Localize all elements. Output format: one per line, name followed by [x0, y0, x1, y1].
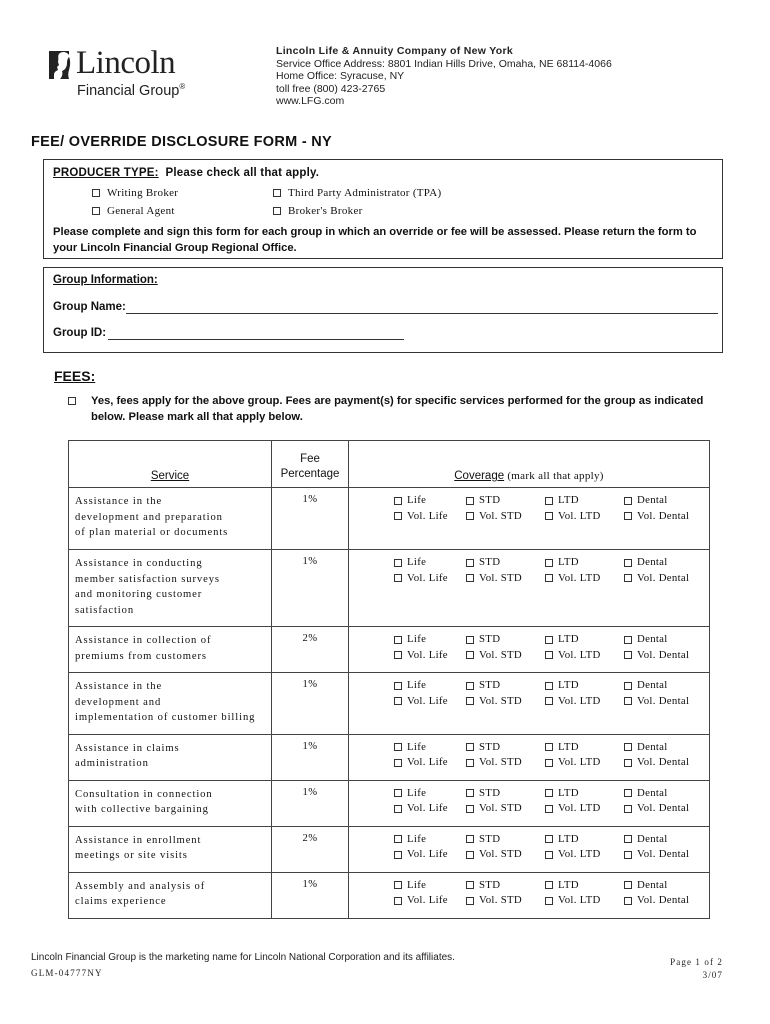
coverage-option-label: Vol. Dental — [637, 894, 690, 906]
coverage-option[interactable] — [624, 648, 704, 664]
coverage-checkbox[interactable] — [466, 697, 474, 705]
coverage-option[interactable] — [466, 493, 545, 509]
footer-marketing-text: Lincoln Financial Group is the marketing name for Lincoln National Corporation and its affiliates. — [31, 952, 455, 963]
coverage-checkbox[interactable] — [545, 559, 553, 567]
coverage-option-label: Life — [407, 832, 427, 845]
general-agent-checkbox[interactable] — [92, 207, 100, 215]
coverage-option[interactable] — [624, 878, 704, 894]
coverage-option-label: Dental — [637, 633, 668, 645]
coverage-checkbox[interactable] — [394, 682, 402, 690]
coverage-option[interactable] — [545, 694, 624, 710]
service-line: of plan material or documents — [75, 527, 229, 538]
page-info — [670, 956, 723, 982]
coverage-checkbox[interactable] — [545, 651, 553, 659]
coverage-checkbox[interactable] — [394, 559, 402, 567]
form-code: GLM-04777NY — [31, 968, 103, 978]
coverage-checkbox[interactable] — [624, 497, 632, 505]
home-office: Home Office: Syracuse, NY — [276, 70, 405, 83]
coverage-option-label: LTD — [558, 633, 579, 645]
coverage-checkbox[interactable] — [624, 805, 632, 813]
coverage-option-label: Life — [407, 786, 427, 799]
coverage-checkbox[interactable] — [466, 512, 474, 520]
coverage-option[interactable] — [466, 755, 545, 771]
coverage-option-label: STD — [479, 556, 501, 568]
coverage-checkbox[interactable] — [624, 697, 632, 705]
coverage-option[interactable] — [545, 893, 624, 909]
table-row — [69, 826, 710, 872]
coverage-checkbox[interactable] — [466, 559, 474, 567]
coverage-checkbox[interactable] — [394, 881, 402, 889]
fee-table-body — [69, 488, 710, 919]
service-cell — [69, 826, 272, 872]
table-row — [69, 627, 710, 673]
group-id-field[interactable] — [108, 339, 404, 340]
service-line: satisfaction — [75, 604, 135, 616]
coverage-option[interactable] — [394, 509, 466, 525]
coverage-checkbox[interactable] — [545, 835, 553, 843]
coverage-option[interactable] — [545, 801, 624, 817]
coverage-checkbox[interactable] — [545, 881, 553, 889]
revision-date: 3/07 — [702, 970, 723, 980]
table-row — [69, 872, 710, 918]
coverage-option-label: LTD — [558, 786, 579, 799]
group-info-heading: Group Information: — [53, 274, 158, 286]
coverage-option[interactable] — [545, 493, 624, 509]
coverage-option[interactable] — [466, 740, 545, 756]
coverage-option[interactable] — [466, 694, 545, 710]
coverage-option-label: Vol. STD — [479, 894, 522, 906]
coverage-option[interactable] — [394, 801, 466, 817]
group-id-label: Group ID: — [53, 327, 107, 339]
form-title: FEE/ OVERRIDE DISCLOSURE FORM - NY — [31, 134, 333, 150]
coverage-option-label: STD — [479, 494, 501, 506]
coverage-checkbox[interactable] — [545, 697, 553, 705]
coverage-option[interactable] — [624, 755, 704, 771]
coverage-option[interactable] — [466, 555, 545, 571]
writing-broker-checkbox[interactable] — [92, 189, 100, 197]
table-row — [69, 734, 710, 780]
coverage-option[interactable] — [624, 509, 704, 525]
coverage-option[interactable] — [394, 648, 466, 664]
coverage-checkbox[interactable] — [394, 897, 402, 905]
coverage-option[interactable] — [466, 801, 545, 817]
lincoln-profile-icon — [46, 48, 72, 82]
coverage-option-label: STD — [479, 832, 501, 845]
coverage-option-label: Life — [407, 679, 427, 691]
coverage-checkbox[interactable] — [466, 759, 474, 767]
coverage-cell — [349, 488, 710, 550]
coverage-option[interactable] — [466, 893, 545, 909]
coverage-option[interactable] — [394, 832, 466, 848]
coverage-option[interactable] — [545, 632, 624, 648]
coverage-option-label: LTD — [558, 679, 579, 691]
coverage-checkbox[interactable] — [394, 743, 402, 751]
coverage-option-label: Vol. Dental — [637, 571, 690, 584]
option-brokers-broker[interactable]: Broker's Broker — [273, 205, 363, 217]
producer-type-heading: PRODUCER TYPE: Please check all that apply. — [53, 167, 320, 179]
fee-percentage-cell: 2% — [272, 627, 349, 673]
coverage-option-label: Vol. STD — [479, 802, 522, 814]
coverage-checkbox[interactable] — [394, 497, 402, 505]
coverage-option[interactable] — [545, 648, 624, 664]
coverage-checkbox[interactable] — [624, 743, 632, 751]
service-line: member satisfaction surveys — [75, 573, 220, 585]
coverage-checkbox[interactable] — [624, 574, 632, 582]
service-line: claims experience — [75, 896, 167, 907]
coverage-option[interactable] — [545, 509, 624, 525]
coverage-checkbox[interactable] — [545, 636, 553, 644]
coverage-checkbox[interactable] — [394, 574, 402, 582]
coverage-checkbox[interactable] — [394, 651, 402, 659]
coverage-cell — [349, 780, 710, 826]
service-cell — [69, 488, 272, 550]
coverage-checkbox[interactable] — [545, 789, 553, 797]
coverage-option-label: Dental — [637, 556, 668, 568]
coverage-checkbox[interactable] — [394, 835, 402, 843]
coverage-checkbox[interactable] — [624, 759, 632, 767]
coverage-option-label: LTD — [558, 556, 579, 568]
coverage-cell — [349, 734, 710, 780]
coverage-option[interactable] — [624, 694, 704, 710]
coverage-option-label: Vol. Dental — [637, 756, 690, 768]
coverage-checkbox[interactable] — [466, 682, 474, 690]
producer-type-section — [43, 159, 723, 259]
coverage-option-label: Vol. Dental — [637, 648, 690, 661]
option-writing-broker[interactable]: Writing Broker — [92, 187, 178, 199]
coverage-option[interactable] — [394, 571, 466, 587]
fee-percentage-cell: 2% — [272, 826, 349, 872]
coverage-checkbox[interactable] — [466, 805, 474, 813]
service-cell — [69, 872, 272, 918]
coverage-option-label: LTD — [558, 832, 579, 845]
coverage-checkbox[interactable] — [394, 805, 402, 813]
fee-percentage-cell: 1% — [272, 488, 349, 550]
coverage-checkbox[interactable] — [624, 789, 632, 797]
coverage-option[interactable] — [394, 632, 466, 648]
coverage-option-label: Vol. STD — [479, 648, 522, 661]
coverage-cell — [349, 627, 710, 673]
coverage-option-label: Vol. STD — [479, 848, 522, 860]
coverage-option[interactable] — [394, 694, 466, 710]
coverage-checkbox[interactable] — [466, 789, 474, 797]
coverage-checkbox[interactable] — [394, 759, 402, 767]
coverage-option-label: LTD — [558, 740, 579, 753]
coverage-option[interactable] — [624, 555, 704, 571]
fee-percentage-column-header: Fee Percentage — [272, 441, 349, 488]
coverage-option[interactable] — [394, 893, 466, 909]
service-cell — [69, 734, 272, 780]
coverage-option[interactable] — [624, 632, 704, 648]
coverage-checkbox[interactable] — [624, 897, 632, 905]
option-tpa[interactable]: Third Party Administrator (TPA) — [273, 187, 441, 199]
form-instructions: Please complete and sign this form for each group in which an override or fee will be assessed. Please return the form to your Lincoln Financial Group Regional Office. — [53, 226, 697, 254]
coverage-checkbox[interactable] — [624, 636, 632, 644]
service-column-header: Service — [69, 441, 272, 488]
coverage-option-label: Life — [407, 633, 427, 645]
service-line: with collective bargaining — [75, 804, 209, 815]
coverage-option-label: Vol. LTD — [558, 694, 601, 707]
coverage-option-label: Life — [407, 556, 427, 568]
coverage-cell — [349, 550, 710, 627]
fees-statement: Yes, fees apply for the above group. Fees are payment(s) for specific services performed for the group as indicated below. Please mark all that apply below. — [91, 395, 704, 423]
coverage-option-label: STD — [479, 633, 501, 645]
coverage-option[interactable] — [624, 893, 704, 909]
coverage-checkbox[interactable] — [624, 851, 632, 859]
service-cell — [69, 627, 272, 673]
coverage-option-label: Vol. LTD — [558, 756, 601, 768]
coverage-option[interactable] — [624, 678, 704, 694]
coverage-option[interactable] — [624, 740, 704, 756]
coverage-option[interactable] — [394, 786, 466, 802]
fee-percentage-cell: 1% — [272, 550, 349, 627]
fee-percentage-cell: 1% — [272, 872, 349, 918]
fee-percentage-cell: 1% — [272, 673, 349, 735]
coverage-option-label: Vol. Life — [407, 894, 448, 906]
coverage-checkbox[interactable] — [466, 497, 474, 505]
coverage-option-label: STD — [479, 679, 501, 691]
service-line: implementation of customer billing — [75, 712, 256, 723]
coverage-option-label: Dental — [637, 740, 668, 753]
coverage-option[interactable] — [394, 847, 466, 863]
coverage-option-label: Vol. LTD — [558, 802, 601, 814]
service-line: Assistance in collection of — [75, 635, 212, 646]
coverage-option-label: LTD — [558, 494, 579, 506]
coverage-option[interactable] — [394, 740, 466, 756]
service-line: Assistance in claims — [75, 742, 180, 754]
coverage-option-label: Dental — [637, 878, 668, 891]
coverage-option-label: Life — [407, 494, 427, 506]
coverage-checkbox[interactable] — [466, 897, 474, 905]
coverage-checkbox[interactable] — [545, 851, 553, 859]
coverage-checkbox[interactable] — [466, 881, 474, 889]
group-information-section — [43, 267, 723, 353]
group-name-label: Group Name: — [53, 301, 126, 313]
coverage-option-label: Dental — [637, 786, 668, 799]
coverage-option-label: Vol. Dental — [637, 802, 690, 814]
coverage-option[interactable] — [394, 555, 466, 571]
coverage-checkbox[interactable] — [545, 682, 553, 690]
coverage-option-label: Dental — [637, 832, 668, 845]
coverage-checkbox[interactable] — [624, 835, 632, 843]
option-general-agent[interactable]: General Agent — [92, 205, 175, 217]
coverage-checkbox[interactable] — [545, 497, 553, 505]
coverage-option-label: Vol. LTD — [558, 648, 601, 661]
coverage-option[interactable] — [545, 740, 624, 756]
registered-mark: ® — [179, 82, 186, 91]
coverage-checkbox[interactable] — [466, 651, 474, 659]
coverage-option[interactable] — [394, 878, 466, 894]
coverage-option[interactable] — [466, 648, 545, 664]
coverage-option-label: Vol. STD — [479, 571, 522, 584]
table-row — [69, 488, 710, 550]
coverage-checkbox[interactable] — [624, 682, 632, 690]
logo-wordmark: Lincoln — [76, 45, 176, 81]
coverage-option[interactable] — [466, 832, 545, 848]
service-line: and monitoring customer — [75, 589, 203, 600]
coverage-option[interactable] — [466, 847, 545, 863]
service-office-address: Service Office Address: 8801 Indian Hills Drive, Omaha, NE 68114-4066 — [276, 57, 612, 70]
table-row — [69, 780, 710, 826]
coverage-option-label: Vol. LTD — [558, 894, 601, 906]
service-line: meetings or site visits — [75, 850, 188, 861]
service-line: Assistance in the — [75, 496, 163, 507]
table-header-row — [69, 441, 710, 488]
coverage-option[interactable] — [545, 571, 624, 587]
coverage-option-label: Vol. STD — [479, 694, 522, 707]
coverage-option-label: Vol. LTD — [558, 509, 601, 522]
coverage-checkbox[interactable] — [624, 651, 632, 659]
coverage-checkbox[interactable] — [466, 636, 474, 644]
coverage-option[interactable] — [466, 509, 545, 525]
coverage-option-label: Vol. Dental — [637, 848, 690, 860]
coverage-option-label: Vol. Dental — [637, 509, 690, 522]
coverage-option[interactable] — [466, 632, 545, 648]
coverage-column-header: Coverage (mark all that apply) — [349, 441, 710, 488]
table-row — [69, 673, 710, 735]
coverage-cell — [349, 826, 710, 872]
coverage-checkbox[interactable] — [545, 512, 553, 520]
fees-apply-checkbox[interactable] — [68, 397, 76, 405]
coverage-checkbox[interactable] — [466, 835, 474, 843]
coverage-checkbox[interactable] — [624, 559, 632, 567]
coverage-cell — [349, 673, 710, 735]
coverage-option-label: Vol. LTD — [558, 848, 601, 860]
coverage-checkbox[interactable] — [394, 789, 402, 797]
coverage-option-label: Life — [407, 878, 427, 891]
coverage-option[interactable] — [466, 571, 545, 587]
coverage-option[interactable] — [394, 678, 466, 694]
coverage-checkbox[interactable] — [466, 743, 474, 751]
coverage-option-label: STD — [479, 740, 501, 753]
coverage-checkbox[interactable] — [394, 636, 402, 644]
coverage-option[interactable] — [545, 847, 624, 863]
coverage-cell — [349, 872, 710, 918]
fees-heading: FEES: — [54, 368, 96, 384]
coverage-option-label: Vol. Life — [407, 802, 448, 814]
logo-subtitle: Financial Group® — [77, 82, 186, 99]
coverage-checkbox[interactable] — [394, 851, 402, 859]
fee-percentage-cell: 1% — [272, 780, 349, 826]
group-name-field[interactable] — [126, 313, 718, 314]
toll-free-number: toll free (800) 423-2765 — [276, 82, 386, 95]
coverage-checkbox[interactable] — [394, 697, 402, 705]
service-line: development and — [75, 696, 162, 708]
website-link[interactable]: www.LFG.com — [276, 95, 345, 108]
coverage-option[interactable] — [466, 878, 545, 894]
coverage-option[interactable] — [624, 786, 704, 802]
service-line: development and preparation — [75, 511, 223, 523]
table-row — [69, 550, 710, 627]
coverage-checkbox[interactable] — [545, 743, 553, 751]
coverage-option-label: STD — [479, 878, 501, 891]
coverage-checkbox[interactable] — [545, 574, 553, 582]
coverage-checkbox[interactable] — [466, 851, 474, 859]
service-cell — [69, 780, 272, 826]
service-line: administration — [75, 758, 149, 769]
service-line: Assistance in the — [75, 681, 163, 692]
coverage-checkbox[interactable] — [394, 512, 402, 520]
service-line: Assistance in enrollment — [75, 834, 202, 846]
coverage-option-label: Vol. Life — [407, 694, 448, 707]
coverage-option-label: STD — [479, 786, 501, 799]
coverage-option[interactable] — [624, 801, 704, 817]
coverage-option-label: Vol. LTD — [558, 571, 601, 584]
coverage-option[interactable] — [545, 832, 624, 848]
page-number: Page 1 of 2 — [670, 957, 723, 967]
company-header — [276, 45, 612, 108]
coverage-option[interactable] — [545, 555, 624, 571]
coverage-option[interactable] — [466, 678, 545, 694]
coverage-option[interactable] — [624, 847, 704, 863]
coverage-option[interactable] — [394, 493, 466, 509]
coverage-option[interactable] — [466, 786, 545, 802]
coverage-option-label: Dental — [637, 494, 668, 506]
coverage-checkbox[interactable] — [545, 805, 553, 813]
coverage-option-label: Vol. STD — [479, 756, 522, 768]
service-line: Assistance in conducting — [75, 558, 203, 569]
coverage-checkbox[interactable] — [624, 881, 632, 889]
tpa-checkbox[interactable] — [273, 189, 281, 197]
fee-percentage-cell: 1% — [272, 734, 349, 780]
service-cell — [69, 550, 272, 627]
coverage-option-label: Vol. Dental — [637, 694, 690, 707]
coverage-option[interactable] — [624, 571, 704, 587]
coverage-option-label: Vol. STD — [479, 509, 522, 522]
service-line: Assembly and analysis of — [75, 880, 206, 892]
coverage-option[interactable] — [545, 755, 624, 771]
lincoln-logo — [46, 44, 216, 104]
coverage-checkbox[interactable] — [545, 759, 553, 767]
coverage-option[interactable] — [624, 493, 704, 509]
coverage-checkbox[interactable] — [466, 574, 474, 582]
coverage-checkbox[interactable] — [545, 897, 553, 905]
coverage-option-label: LTD — [558, 878, 579, 891]
coverage-option[interactable] — [545, 878, 624, 894]
coverage-option-label: Dental — [637, 679, 668, 691]
coverage-option[interactable] — [624, 832, 704, 848]
coverage-option-label: Vol. Life — [407, 509, 448, 522]
brokers-broker-checkbox[interactable] — [273, 207, 281, 215]
coverage-checkbox[interactable] — [624, 512, 632, 520]
fee-table — [68, 440, 710, 919]
coverage-option-label: Vol. Life — [407, 848, 448, 860]
coverage-option-label: Vol. Life — [407, 756, 448, 768]
service-line: premiums from customers — [75, 650, 207, 662]
service-cell — [69, 673, 272, 735]
coverage-option-label: Vol. Life — [407, 571, 448, 584]
coverage-option-label: Vol. Life — [407, 648, 448, 661]
company-name: Lincoln Life & Annuity Company of New York — [276, 45, 514, 57]
coverage-option[interactable] — [545, 678, 624, 694]
coverage-option-label: Life — [407, 740, 427, 753]
service-line: Consultation in connection — [75, 788, 213, 800]
coverage-option[interactable] — [394, 755, 466, 771]
coverage-option[interactable] — [545, 786, 624, 802]
